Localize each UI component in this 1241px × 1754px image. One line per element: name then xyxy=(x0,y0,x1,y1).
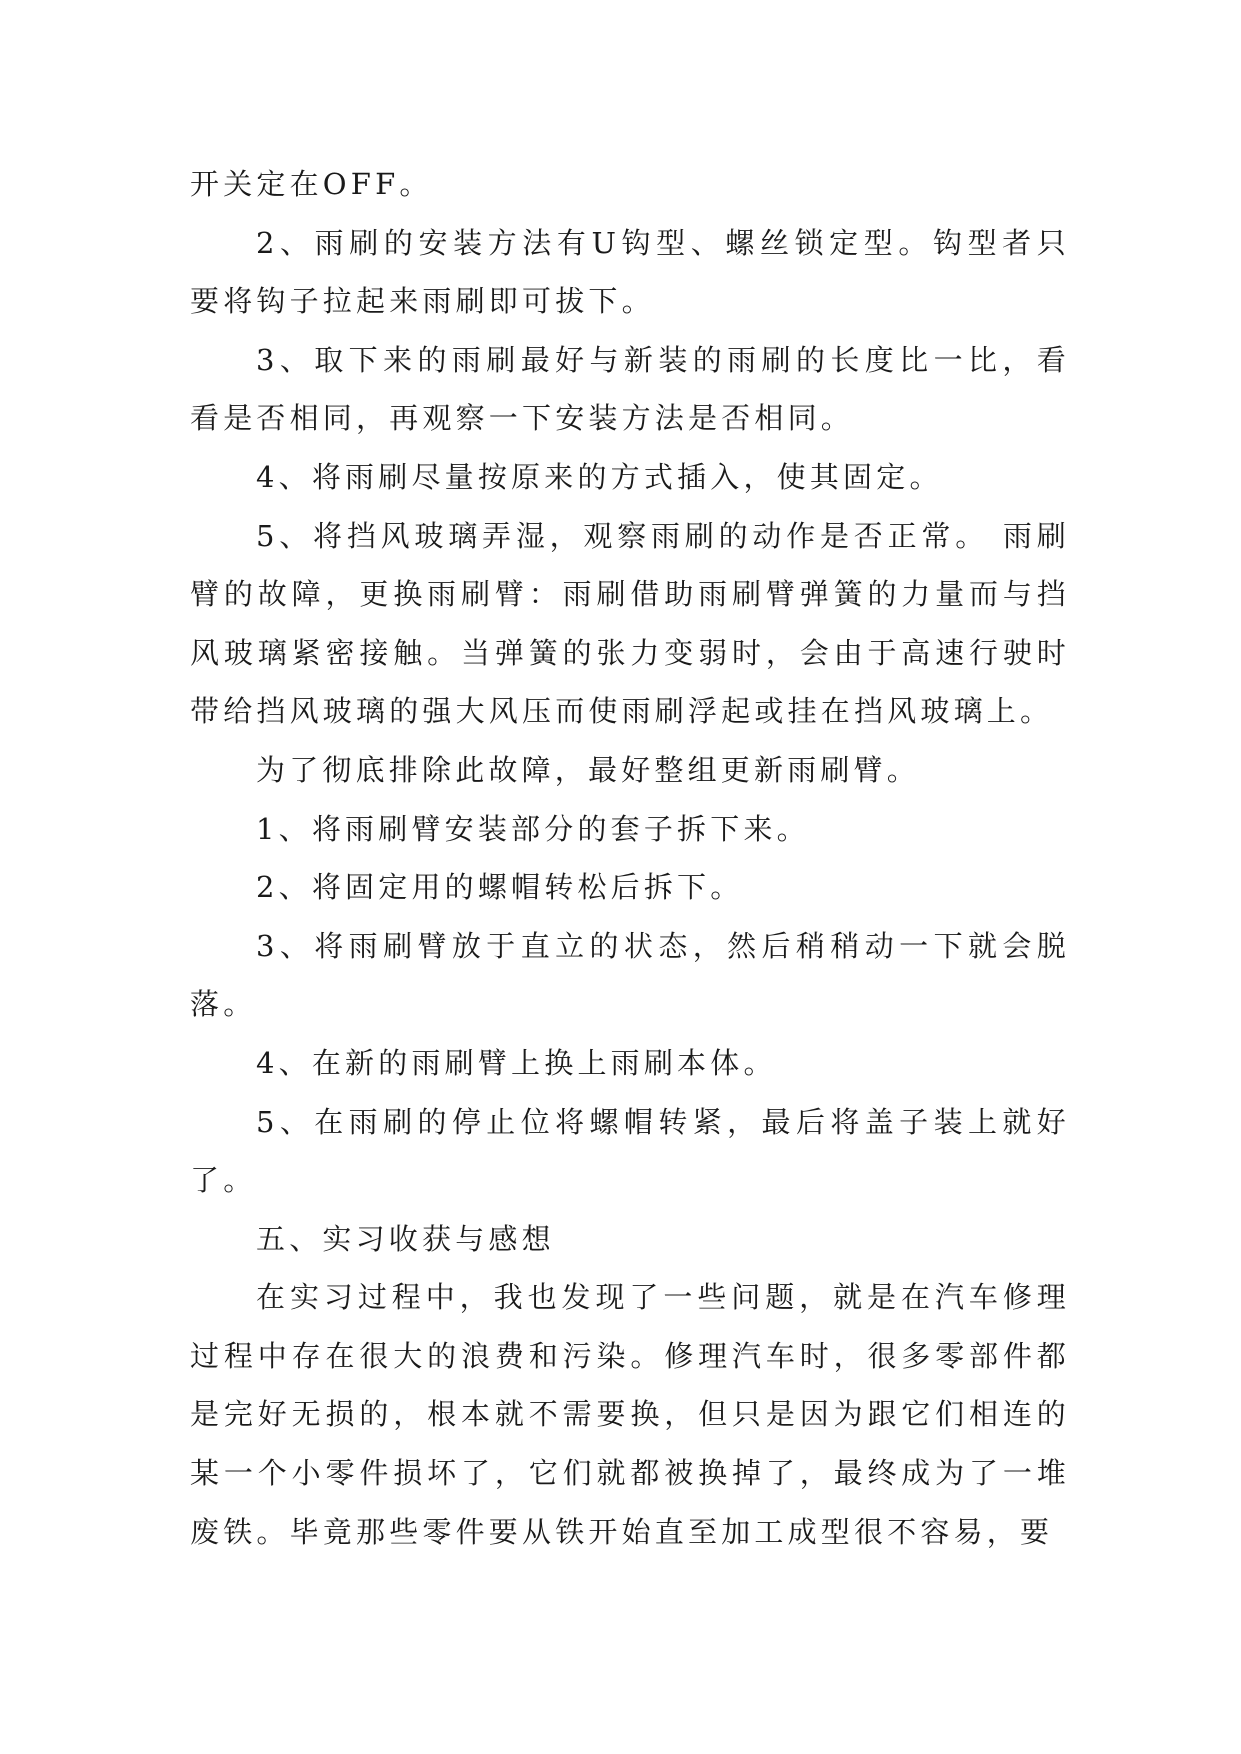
paragraph-step-3-compare-length: 3、取下来的雨刷最好与新装的雨刷的长度比一比，看看是否相同，再观察一下安装方法是否相同。 xyxy=(190,342,1070,436)
paragraph-step-4-insert: 4、将雨刷尽量按原来的方式插入，使其固定。 xyxy=(256,459,943,494)
paragraph-arm-step-4: 4、在新的雨刷臂上换上雨刷本体。 xyxy=(256,1045,777,1080)
paragraph-arm-step-1: 1、将雨刷臂安装部分的套子拆下来。 xyxy=(256,811,810,846)
paragraph-step-5-wiper-arm-fault: 5、将挡风玻璃弄湿，观察雨刷的动作是否正常。 雨刷臂的故障，更换雨刷臂：雨刷借助雨刷臂弹簧的力量而与挡风玻璃紧密接触。当弹簧的张力变弱时，会由于高速行驶时带给挡风玻璃的强大风压而使雨刷浮起或挂在挡风玻璃上。 xyxy=(190,518,1070,729)
paragraph-step-2-install-method: 2、雨刷的安装方法有U钩型、螺丝锁定型。钩型者只要将钩子拉起来雨刷即可拔下。 xyxy=(190,225,1070,319)
paragraph-internship-reflection: 在实习过程中，我也发现了一些问题，就是在汽车修理过程中存在很大的浪费和污染。修理汽车时，很多零部件都是完好无损的，根本就不需要换，但只是因为跟它们相连的某一个小零件损坏了，它们就都被换掉了，最终成为了一堆废铁。毕竟那些零件要从铁开始直至加工成型很不容易，要 xyxy=(190,1280,1070,1549)
document-body xyxy=(190,155,1070,1561)
paragraph-arm-step-2: 2、将固定用的螺帽转松后拆下。 xyxy=(256,870,744,905)
paragraph-switch-off: 开关定在OFF。 xyxy=(190,167,433,201)
paragraph-arm-step-3: 3、将雨刷臂放于直立的状态，然后稍稍动一下就会脱落。 xyxy=(190,928,1070,1022)
paragraph-replace-arm-intro: 为了彻底排除此故障，最好整组更新雨刷臂。 xyxy=(256,752,921,787)
section-heading-internship-gains: 五、实习收获与感想 xyxy=(256,1221,555,1256)
paragraph-arm-step-5: 5、在雨刷的停止位将螺帽转紧，最后将盖子装上就好了。 xyxy=(190,1104,1070,1198)
